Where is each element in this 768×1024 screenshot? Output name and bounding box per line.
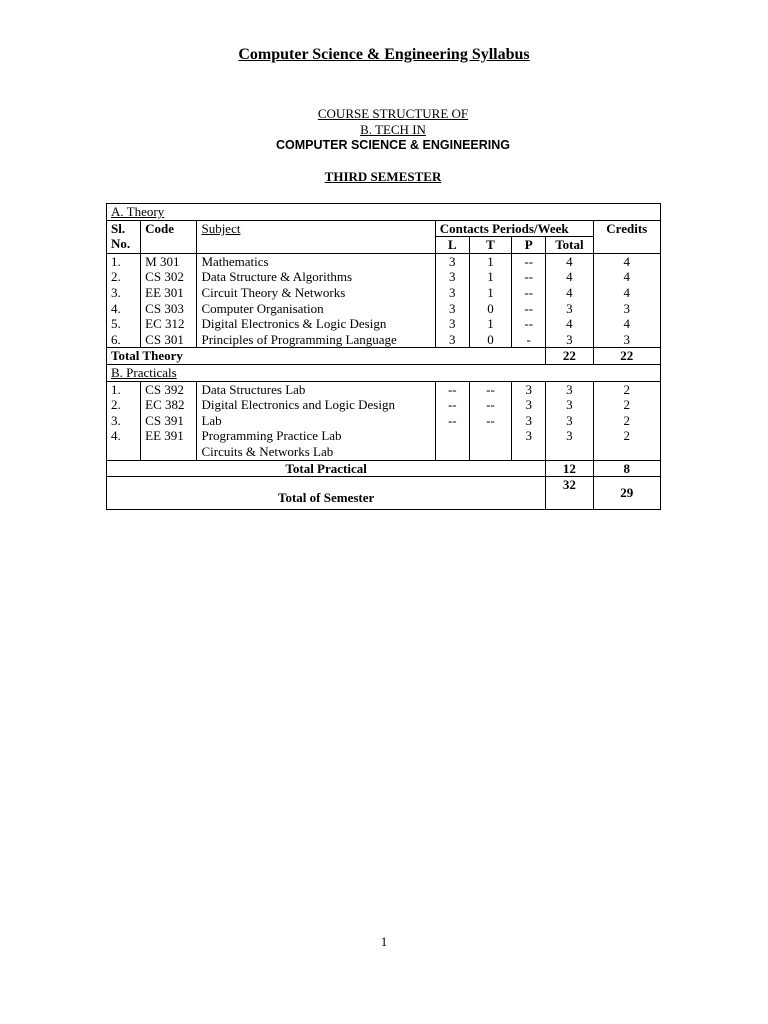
practical-total: 3	[566, 397, 573, 413]
theory-sl: 2.	[111, 269, 121, 285]
theory-p-col	[512, 253, 546, 348]
practical-t: --	[486, 412, 495, 428]
theory-sl: 3.	[111, 284, 121, 300]
practical-total: 3	[566, 412, 573, 428]
theory-code: CS 303	[145, 300, 184, 316]
theory-subject: Circuit Theory & Networks	[201, 284, 346, 300]
practical-code: EE 391	[145, 428, 184, 444]
header-code: Code	[141, 220, 197, 253]
practical-code: CS 392	[145, 381, 184, 397]
practical-sl: 4.	[111, 428, 121, 444]
theory-p: --	[524, 300, 534, 316]
theory-t: 1	[487, 269, 494, 285]
theory-p: -	[526, 331, 531, 347]
practical-code: EC 382	[145, 397, 185, 413]
theory-l: 3	[449, 253, 456, 269]
header-sl-no: Sl. No.	[107, 220, 141, 253]
theory-l: 3	[449, 284, 456, 300]
theory-credits-col	[593, 253, 660, 348]
theory-sl: 1.	[111, 253, 121, 269]
practical-l: --	[447, 412, 457, 428]
total-semester-total: 32	[546, 477, 593, 510]
practical-subject: Digital Electronics and Logic Design	[201, 397, 395, 413]
practical-l: --	[447, 397, 457, 413]
theory-sl: 4.	[111, 300, 121, 316]
header-credits: Credits	[593, 220, 660, 253]
practicals-section-row	[107, 364, 661, 381]
theory-subject: Digital Electronics & Logic Design	[201, 316, 387, 332]
theory-t: 0	[487, 300, 494, 316]
theory-code: EC 312	[145, 316, 185, 332]
theory-t: 1	[487, 253, 494, 269]
practical-credits: 2	[623, 381, 630, 397]
theory-l-col	[435, 253, 469, 348]
practical-l-col	[435, 381, 469, 460]
practical-sl: 1.	[111, 381, 121, 397]
theory-total: 4	[566, 269, 573, 285]
page-number: 1	[380, 934, 388, 949]
theory-p: --	[524, 284, 534, 300]
practical-t-col	[469, 381, 511, 460]
theory-l: 3	[449, 269, 456, 285]
header-t: T	[469, 237, 511, 254]
practical-credits: 2	[623, 397, 630, 413]
theory-subject: Mathematics	[201, 253, 269, 269]
practical-p: 3	[525, 381, 532, 397]
theory-total: 3	[566, 331, 573, 347]
theory-p: --	[524, 269, 534, 285]
theory-t: 0	[487, 331, 494, 347]
theory-credits: 4	[623, 253, 630, 269]
practical-p: 3	[525, 412, 532, 428]
practical-subject: Data Structures Lab	[201, 381, 306, 397]
semester-heading: THIRD SEMESTER	[324, 169, 442, 184]
total-theory-row	[107, 348, 661, 365]
theory-l: 3	[449, 331, 456, 347]
practical-total: 3	[566, 381, 573, 397]
theory-t: 1	[487, 316, 494, 332]
theory-rows	[107, 253, 661, 348]
practical-code: CS 391	[145, 412, 184, 428]
theory-sl-col	[107, 253, 141, 348]
theory-p: --	[524, 253, 534, 269]
theory-total-col	[546, 253, 593, 348]
theory-sl: 6.	[111, 331, 121, 347]
total-practical-row	[107, 460, 661, 477]
header-row	[107, 220, 661, 237]
theory-credits: 4	[623, 269, 630, 285]
theory-code: CS 301	[145, 331, 184, 347]
total-theory-total: 22	[546, 348, 593, 365]
theory-section-label: A. Theory	[107, 204, 661, 221]
theory-total: 4	[566, 284, 573, 300]
theory-t-col	[469, 253, 511, 348]
theory-l: 3	[449, 316, 456, 332]
practical-t: --	[486, 397, 495, 413]
practical-p: 3	[525, 397, 532, 413]
practical-p: 3	[525, 428, 532, 444]
theory-code: CS 302	[145, 269, 184, 285]
header-subject: Subject	[197, 220, 435, 253]
header-total: Total	[546, 237, 593, 254]
practical-sl-col	[107, 381, 141, 460]
theory-credits: 4	[623, 284, 630, 300]
practical-subject-col	[197, 381, 435, 460]
header-p: P	[512, 237, 546, 254]
practical-subject: Lab	[201, 412, 222, 428]
theory-subject-col	[197, 253, 435, 348]
theory-credits: 3	[623, 300, 630, 316]
theory-subject: Principles of Programming Language	[201, 331, 397, 347]
practical-sl: 2.	[111, 397, 121, 413]
course-structure-heading: COURSE STRUCTURE OF	[317, 106, 469, 121]
theory-p: --	[524, 316, 534, 332]
practicals-section-label: B. Practicals	[107, 364, 661, 381]
theory-code: M 301	[145, 253, 180, 269]
practical-subject: Circuits & Networks Lab	[201, 443, 334, 459]
theory-total: 4	[566, 253, 573, 269]
theory-sl: 5.	[111, 316, 121, 332]
practical-rows	[107, 381, 661, 460]
practical-total: 3	[566, 428, 573, 444]
total-practical-credits: 8	[593, 460, 660, 477]
practical-sl: 3.	[111, 412, 121, 428]
practical-subject: Programming Practice Lab	[201, 428, 342, 444]
total-semester-credits: 29	[593, 477, 660, 510]
practical-credits: 2	[623, 412, 630, 428]
total-theory-label: Total Theory	[107, 348, 546, 365]
total-practical-total: 12	[546, 460, 593, 477]
degree-heading: B. TECH IN	[360, 122, 426, 137]
document-title: Computer Science & Engineering Syllabus	[238, 46, 530, 63]
practical-total-col	[546, 381, 593, 460]
total-semester-label: Total of Semester	[107, 477, 546, 510]
theory-credits: 4	[623, 316, 630, 332]
theory-total: 3	[566, 300, 573, 316]
practical-credits: 2	[623, 428, 630, 444]
header-contacts: Contacts Periods/Week	[435, 220, 593, 237]
total-theory-credits: 22	[593, 348, 660, 365]
course-structure-table	[106, 203, 661, 510]
theory-section-row	[107, 204, 661, 221]
theory-code: EE 301	[145, 284, 184, 300]
theory-credits: 3	[623, 331, 630, 347]
theory-subject: Computer Organisation	[201, 300, 324, 316]
practical-code-col	[141, 381, 197, 460]
theory-t: 1	[487, 284, 494, 300]
practical-l: --	[447, 381, 457, 397]
theory-l: 3	[449, 300, 456, 316]
practical-t: --	[486, 381, 495, 397]
department-heading: COMPUTER SCIENCE & ENGINEERING	[275, 138, 511, 152]
practical-p-col	[512, 381, 546, 460]
theory-subject: Data Structure & Algorithms	[201, 269, 353, 285]
total-practical-label: Total Practical	[107, 460, 546, 477]
theory-code-col	[141, 253, 197, 348]
practical-credits-col	[593, 381, 660, 460]
theory-total: 4	[566, 316, 573, 332]
total-semester-row	[107, 477, 661, 510]
header-l: L	[435, 237, 469, 254]
